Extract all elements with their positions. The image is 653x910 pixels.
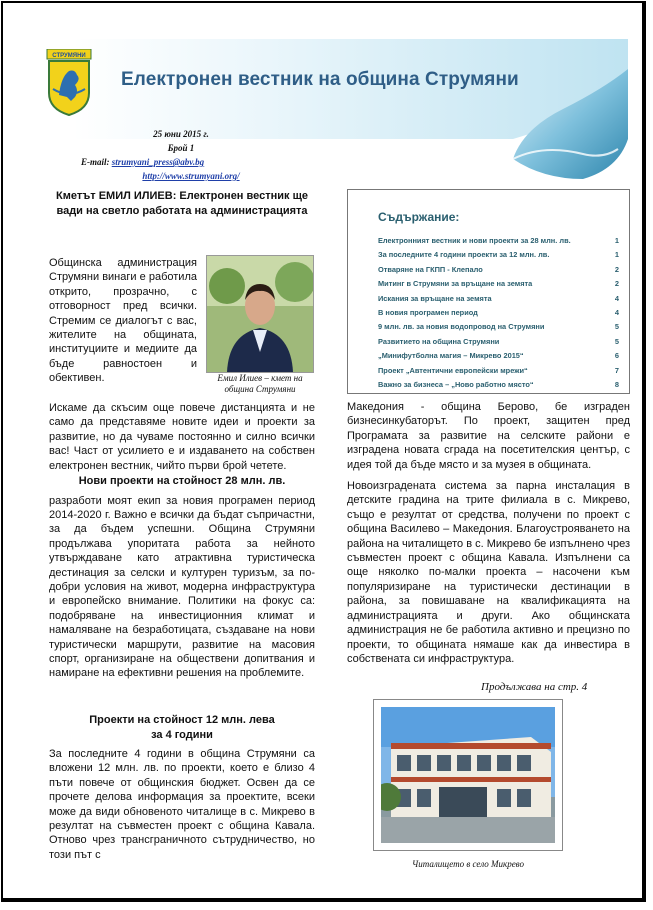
right-para1: Македония - община Берово, бе изграден бизнесинкубаторът. По проект, защитен пред Програмата за развитие на селските райони е изградена новата сграда на посетителския център, с идея той да бъде място и за музея в общината.: [347, 401, 630, 471]
toc-item[interactable]: [378, 292, 619, 306]
right-para2: Новоизградената система за парна инсталация в детските градина на трите филиала в с. Микрево, също е резултат от средства, получени по проект с община Василево – Македония. Благоустрояването на района на читалището в с. Микрево бе изпълнено чрез съвместен проект с община Кавала. Изпълнени са още няколко по-малки проекта – насочени към популяризиране на туристически дестинации в района, за повишаване на квалификацията на администрацията и други. Ако общинската администрация не бе работила активно и прецизно по проекти, то общината нямаше как да инвестира в собствената си инфраструктура.: [347, 480, 630, 665]
issue-number: Брой 1: [167, 143, 195, 153]
article3-body: За последните 4 години в община Струмяни са вложени 12 млн. лв. по проекти, което е близо 4 пъти повече от общинския бюджет. Освен да се прочете делова информация за проектите, всеки може да види обновеното читалище в с. Микрево в резултат на съвместен проект с община Кавала. Отново чрез трансграничното сътрудничество, но този път с: [49, 748, 315, 861]
toc-item[interactable]: [378, 306, 619, 320]
toc-item[interactable]: [378, 320, 619, 334]
toc-item-page: 1: [614, 250, 619, 260]
toc-item-page: 2: [614, 279, 619, 289]
toc-item-page: 1: [614, 236, 619, 245]
toc-item[interactable]: [378, 349, 619, 363]
toc-item-page: 6: [614, 351, 619, 361]
toc-item-label: Електронният вестник и нови проекти за 28 млн. лв.: [378, 236, 571, 245]
toc-item-page: 2: [614, 264, 619, 274]
toc-item-label: За последните 4 години проекти за 12 млн. лв.: [378, 250, 550, 260]
toc-list: [378, 234, 619, 392]
toc-item[interactable]: [378, 364, 619, 378]
toc-item-page: 5: [614, 336, 619, 346]
issue-meta: [81, 127, 291, 183]
article1-para1: Общинска администрация Струмяни винаги е работила открито, прозрачно, с отговорност пред всички. Стремим се диалогът с вас, жителите на общината, институциите и медиите да бъде равностоен и обективен.: [49, 257, 197, 385]
toc-heading: Съдържание:: [378, 210, 460, 224]
continued-note: Продължава на стр. 4: [481, 681, 588, 693]
toc-item-page: 4: [614, 308, 619, 318]
issue-date: 25 юни 2015 г.: [153, 129, 209, 139]
article2-title: Нови проекти на стойност 28 млн. лв.: [78, 475, 286, 487]
toc-item-page: 8: [614, 380, 619, 390]
article1-title-block: [49, 189, 315, 218]
toc-item-label: В новия програмен период: [378, 308, 478, 318]
table-of-contents: [347, 189, 630, 394]
toc-item[interactable]: [378, 248, 619, 262]
mayor-photo: [206, 255, 314, 373]
website-link[interactable]: http://www.strumyani.org/: [142, 171, 240, 181]
toc-item-label: Проект „Автентични европейски мрежи“: [378, 365, 528, 375]
toc-item-page: 5: [614, 322, 619, 332]
article2: [49, 474, 315, 681]
newspaper-page: [1, 1, 646, 902]
right-column-text: [347, 400, 630, 666]
article1-body: [49, 401, 315, 473]
community-center-caption: Читалището в село Микрево: [412, 859, 524, 869]
toc-item-label: Искания за връщане на земята: [378, 293, 492, 303]
toc-item-label: „Минифутболна магия – Микрево 2015“: [378, 351, 524, 361]
toc-item-label: Отваряне на ГКПП - Клепало: [378, 264, 483, 274]
email-label: E-mail:: [81, 157, 110, 167]
community-center-photo: [381, 707, 555, 843]
mayor-photo-caption: Емил Илиев – кмет на община Струмяни: [217, 373, 303, 394]
toc-item-label: Развитието на община Струмяни: [378, 336, 500, 346]
toc-item-page: 7: [614, 365, 619, 375]
newspaper-title: Електронен вестник на община Струмяни: [121, 69, 519, 90]
article3-title: Проекти на стойност 12 млн. лева за 4 години: [89, 714, 275, 741]
toc-item[interactable]: [378, 335, 619, 349]
crest-text: СТРУМЯНИ: [52, 53, 86, 59]
article3: [49, 713, 315, 862]
toc-item[interactable]: [378, 263, 619, 277]
article1-title: Кметът ЕМИЛ ИЛИЕВ: Електронен вестник ще вади на светло работата на администрацията: [56, 190, 308, 217]
toc-item[interactable]: [378, 378, 619, 392]
email-link[interactable]: strumyani_press@abv.bg: [111, 157, 205, 167]
toc-item[interactable]: [378, 277, 619, 291]
email-line: [81, 155, 291, 169]
toc-item-label: Митинг в Струмяни за връщане на земята: [378, 279, 533, 289]
toc-item[interactable]: [378, 234, 619, 248]
article1-para2: Искаме да скъсим още повече дистанцията и не само да представяме новите идеи и проекти за развитие, но да чуваме постоянно и силно всички вас! Част от усилието е и издаването на собствен електронен вестник, чийто първи брой четете.: [49, 402, 315, 472]
municipality-crest-logo: [45, 49, 93, 117]
article2-body: разработи моят екип за новия програмен период 2014-2020 г. Важно е всички да бъдат съпричастни, за да бъдем успешни. Община Струмяни продължава упоритата работа за нейното утвърждаване като атрактивна туристическа дестинация за селски и културен туризъм, за по-добри условия на живот, модерна инфраструктура и европейско внимание. Политики на фокус са: подобряване на инвестиционния климат и намаляване на безработицата, създаване на нови туристически маршрути, развитие на масовия спорт, организиране на обществени допитвания и намиране на ефективни решения на проблемите.: [49, 494, 315, 680]
toc-item-page: 4: [614, 293, 619, 303]
toc-item-label: 9 млн. лв. за новия водопровод на Струмяни: [378, 322, 545, 332]
article1-intro: [49, 256, 197, 386]
website-line: [81, 169, 291, 183]
community-center-photo-frame: [373, 699, 563, 851]
toc-item-label: Важно за бизнеса – „Ново работно място“: [378, 380, 534, 390]
